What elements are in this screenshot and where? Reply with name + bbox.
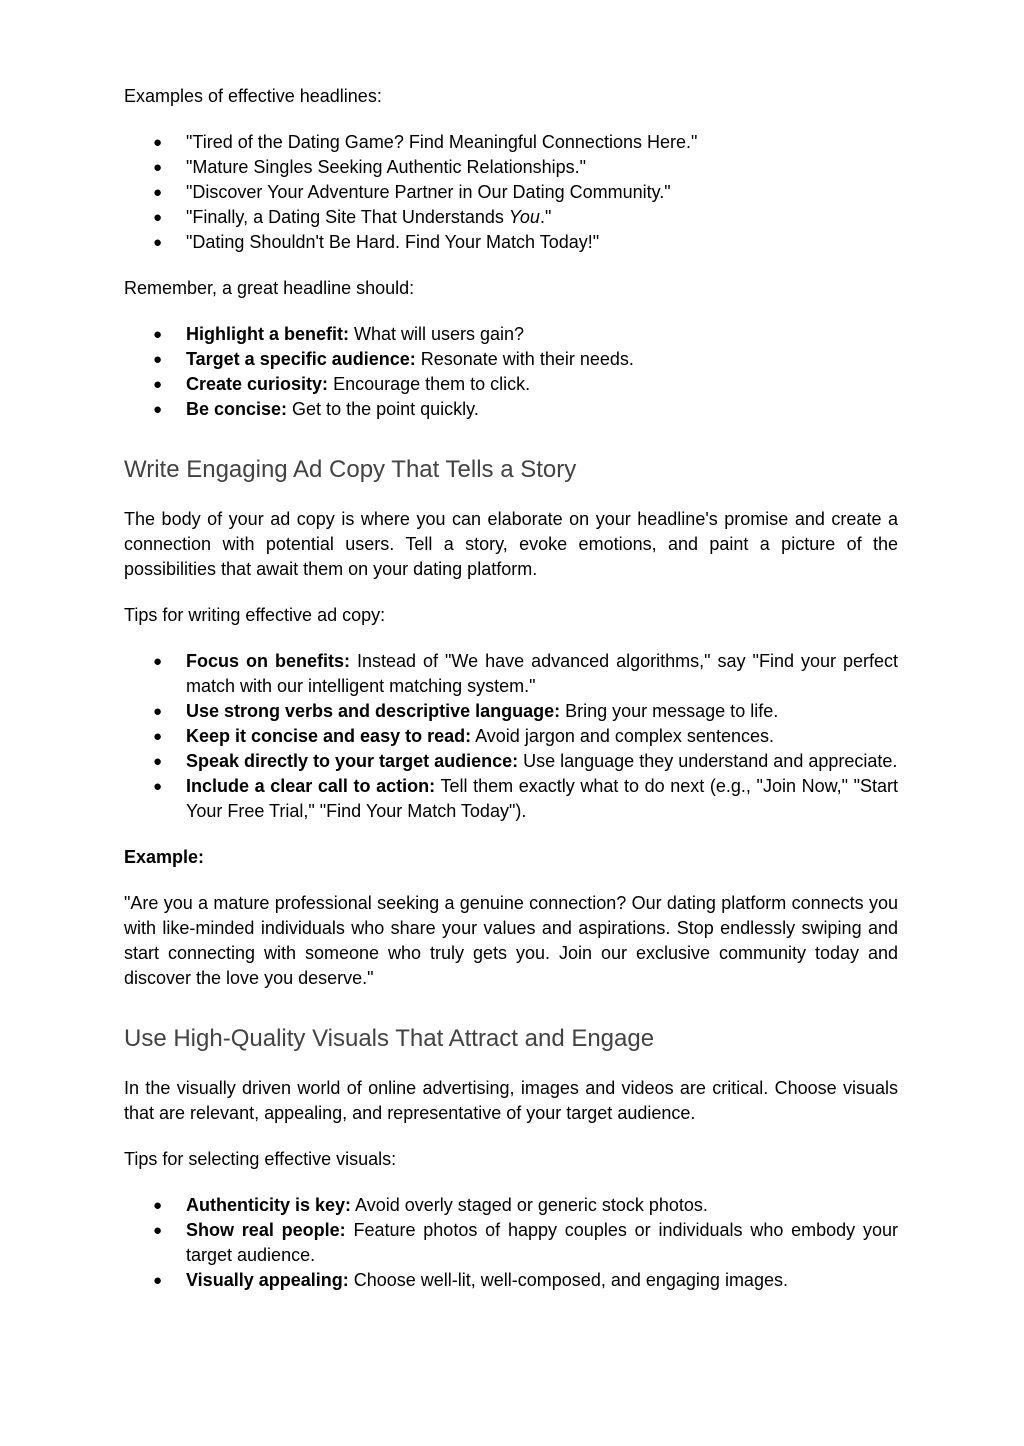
list-item: ● Be concise: Get to the point quickly.	[124, 397, 898, 422]
list-item: ● Target a specific audience: Resonate with their needs.	[124, 347, 898, 372]
list-item: ● "Finally, a Dating Site That Understands You."	[124, 205, 898, 230]
visuals-tips-intro: Tips for selecting effective visuals:	[124, 1149, 397, 1169]
remember-intro: Remember, a great headline should:	[124, 278, 415, 298]
bullet-icon: ●	[153, 351, 163, 368]
ad-copy-tips-list	[124, 649, 898, 824]
bullet-icon: ●	[153, 1272, 163, 1289]
list-item: ● Speak directly to your target audience: Use language they understand and appreciate.	[124, 749, 898, 774]
bullet-icon: ●	[153, 778, 163, 795]
bullet-icon: ●	[153, 401, 163, 418]
ad-copy-body: The body of your ad copy is where you can elaborate on your headline's promise and create a connection with potential users. Tell a story, evoke emotions, and paint a picture of the possibilities that await them on your dating platform.	[124, 509, 898, 579]
bullet-icon: ●	[153, 1197, 163, 1214]
list-item: ● Use strong verbs and descriptive language: Bring your message to life.	[124, 699, 898, 724]
list-item: ● Show real people: Feature photos of happy couples or individuals who embody your target audience.	[153, 1220, 898, 1265]
headline-examples-list	[124, 130, 898, 255]
list-item: ● "Mature Singles Seeking Authentic Relationships."	[124, 155, 898, 180]
bullet-icon: ●	[153, 1222, 163, 1239]
section-heading-ad-copy: Write Engaging Ad Copy That Tells a Story	[124, 456, 577, 483]
headlines-intro: Examples of effective headlines:	[124, 86, 382, 106]
bullet-icon: ●	[153, 209, 163, 226]
visuals-body: In the visually driven world of online advertising, images and videos are critical. Choose visuals that are relevant, appealing, and representative of your target audience.	[124, 1078, 898, 1123]
bullet-icon: ●	[153, 728, 163, 745]
section-heading-visuals: Use High-Quality Visuals That Attract and Engage	[124, 1025, 655, 1052]
list-item: ● "Discover Your Adventure Partner in Our Dating Community."	[124, 180, 898, 205]
headline-qualities-list	[124, 322, 898, 422]
list-item: ● Include a clear call to action: Tell them exactly what to do next (e.g., "Join Now," "Start Your Free Trial," "Find Your Match Today").	[153, 776, 899, 821]
bullet-icon: ●	[153, 326, 163, 343]
list-item: ● Visually appealing: Choose well-lit, well-composed, and engaging images.	[124, 1268, 898, 1293]
list-item: ● Create curiosity: Encourage them to click.	[124, 372, 898, 397]
document-page	[124, 84, 898, 1314]
example-text: "Are you a mature professional seeking a genuine connection? Our dating platform connects you with like-minded individuals who share your values and aspirations. Stop endlessly swiping and start connecting with someone who truly gets you. Join our exclusive community today and discover the love you deserve."	[124, 893, 898, 988]
list-item: ● Focus on benefits: Instead of "We have advanced algorithms," say "Find your perfect match with our intelligent matching system."	[153, 651, 898, 696]
list-item: ● Highlight a benefit: What will users gain?	[124, 322, 898, 347]
example-label: Example:	[124, 847, 205, 867]
bullet-icon: ●	[153, 376, 163, 393]
bullet-icon: ●	[153, 184, 163, 201]
list-item: ● Authenticity is key: Avoid overly staged or generic stock photos.	[124, 1193, 898, 1218]
bullet-icon: ●	[153, 159, 163, 176]
bullet-icon: ●	[153, 134, 163, 151]
bullet-icon: ●	[153, 753, 163, 770]
bullet-icon: ●	[153, 653, 163, 670]
visuals-tips-list	[124, 1193, 898, 1293]
list-item: ● Keep it concise and easy to read: Avoid jargon and complex sentences.	[124, 724, 898, 749]
bullet-icon: ●	[153, 234, 163, 251]
ad-copy-tips-intro: Tips for writing effective ad copy:	[124, 605, 386, 625]
bullet-icon: ●	[153, 703, 163, 720]
list-item: ● "Tired of the Dating Game? Find Meaningful Connections Here."	[124, 130, 898, 155]
list-item: ● "Dating Shouldn't Be Hard. Find Your Match Today!"	[124, 230, 898, 255]
